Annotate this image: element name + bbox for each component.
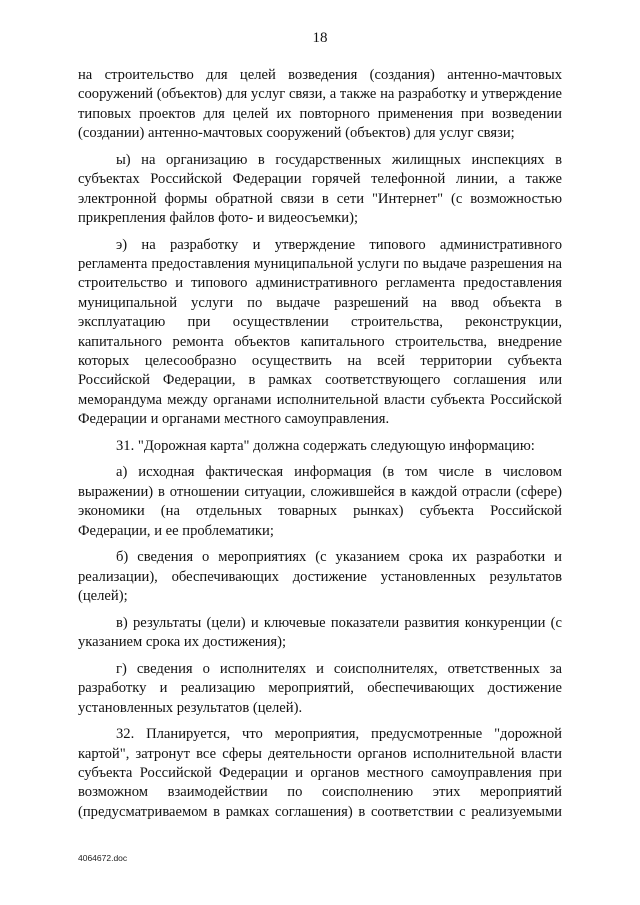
paragraph-item-a: а) исходная фактическая информация (в том числе в числовом выражении) в отношении ситуации, сложившейся в каждой отрасли (сфере) экономики (на отдельных товарных рынках) субъекта Российской Федерации, и ее проблематики; — [78, 464, 562, 539]
document-body — [78, 66, 562, 829]
paragraph-item-e: э) на разработку и утверждение типового административного регламента предоставления муниципальной услуги по выдаче разрешения на строительство и типового административного регламента предоставления муниципальной услуги по выдаче разрешений на ввод объекта в эксплуатацию при осуществлении строительства, реконструкции, капитального ремонта объектов капитального строительства, внедрение которых целесообразно осуществить на всей территории субъекта Российской Федерации, в рамках соответствующего соглашения или меморандума между органами исполнительной власти субъекта Российской Федерации и органами местного самоуправления. — [78, 236, 562, 428]
paragraph-continuation: на строительство для целей возведения (создания) антенно-мачтовых сооружений (объектов) для услуг связи, а также на разработку и утверждение типовых проектов для целей их повторного применения при возведении (создании) антенно-мачтовых сооружений (объектов) для услуг связи; — [78, 67, 562, 142]
paragraph-item-y: ы) на организацию в государственных жилищных инспекциях в субъектах Российской Федерации горячей телефонной линии, а также электронной формы обратной связи в сети "Интернет" (с возможностью прикрепления файлов фото- и видеосъемки); — [78, 151, 562, 227]
paragraph-32: 32. Планируется, что мероприятия, предусмотренные "дорожной картой", затронут все сферы деятельности органов исполнительной власти субъекта Российской Федерации и органов местного самоуправления при возможном взаимодействии по соисполнению этих мероприятий (предусматриваемом в рамках соглашения) в соответствии с реализуемыми — [78, 726, 562, 820]
paragraph-31: 31. "Дорожная карта" должна содержать следующую информацию: — [116, 437, 535, 454]
paragraph-item-v: в) результаты (цели) и ключевые показатели развития конкуренции (с указанием срока их достижения); — [78, 614, 562, 651]
paragraph-item-b: б) сведения о мероприятиях (с указанием срока их разработки и реализации), обеспечивающих достижение установленных результатов (целей); — [78, 549, 562, 605]
page-number: 18 — [312, 30, 328, 46]
paragraph-item-g: г) сведения о исполнителях и соисполнителях, ответственных за разработку и реализацию мероприятий, обеспечивающих достижение установленных результатов (целей). — [78, 660, 562, 716]
footer-filename: 4064672.doc — [78, 853, 128, 863]
